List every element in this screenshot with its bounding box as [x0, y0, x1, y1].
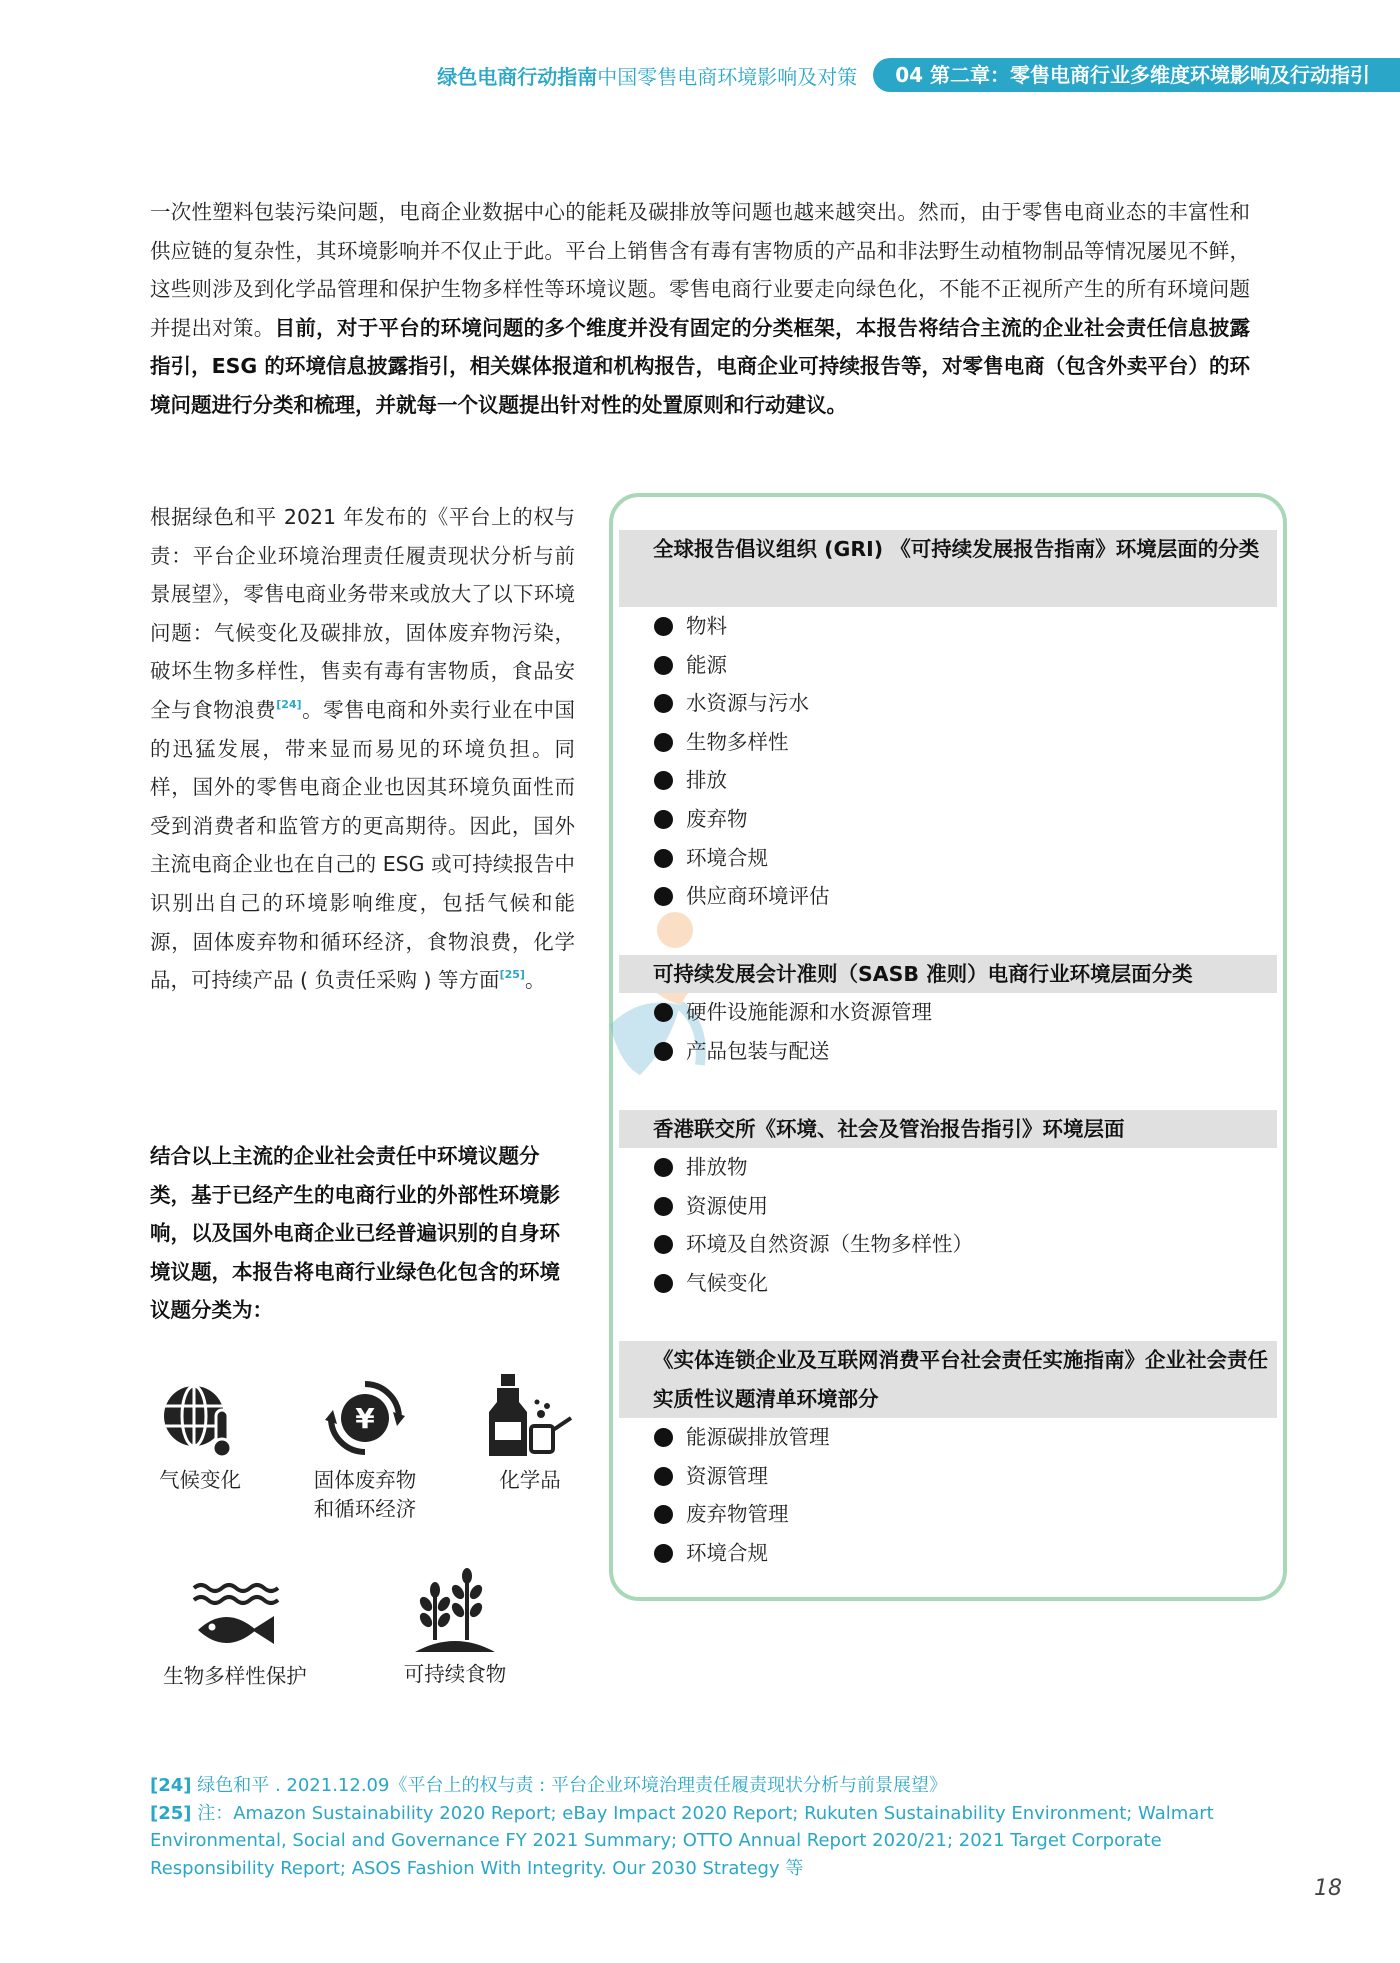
footnote-24-text: 绿色和平 . 2021.12.09《平台上的权与责 : 平台企业环境治理责任履责现状分析与前景展望》 [191, 1775, 947, 1796]
page-number: 18 [1314, 1876, 1342, 1901]
fish-waves-icon [190, 1580, 280, 1656]
section-hkex-title: 香港联交所《环境、社会及管治报告指引》环境层面 [619, 1110, 1277, 1148]
list-item: 水资源与污水 [654, 684, 830, 723]
list-item: 能源碳排放管理 [654, 1418, 830, 1457]
list-item: 环境及自然资源（生物多样性） [654, 1225, 973, 1264]
icon-label-chemicals: 化学品 [499, 1468, 561, 1492]
header-brand: 绿色电商行动指南 [437, 64, 598, 89]
list-item: 资源使用 [654, 1187, 973, 1226]
section-csr-list [654, 1418, 830, 1572]
icon-label-climate: 气候变化 [159, 1468, 241, 1492]
footnote-25 [150, 1800, 1260, 1883]
list-item: 产品包装与配送 [654, 1032, 932, 1071]
topic-biodiversity [150, 1580, 320, 1691]
list-item: 废弃物 [654, 800, 830, 839]
list-item: 废弃物管理 [654, 1495, 830, 1534]
list-item: 排放 [654, 761, 830, 800]
intro-bold-text: 目前，对于平台的环境问题的多个维度并没有固定的分类框架，本报告将结合主流的企业社会责任信息披露指引，ESG 的环境信息披露指引，相关媒体报道和机构报告，电商企业可持续报告等，对零售电商（包含外卖平台）的环境问题进行分类和梳理，并就每一个议题提出针对性的处置原则和行动建议。 [150, 315, 1251, 417]
list-item: 排放物 [654, 1148, 973, 1187]
section-hkex-list [654, 1148, 973, 1302]
icon-label-biodiversity: 生物多样性保护 [163, 1664, 307, 1688]
list-item: 环境合规 [654, 839, 830, 878]
list-item: 资源管理 [654, 1457, 830, 1496]
left-bold-paragraph: 结合以上主流的企业社会责任中环境议题分类，基于已经产生的电商行业的外部性环境影响，以及国外电商企业已经普遍识别的自身环境议题，本报告将电商行业绿色化包含的环境议题分类为： [150, 1144, 560, 1323]
chemical-bottle-icon [485, 1372, 575, 1460]
topic-climate [150, 1380, 250, 1495]
footnote-25-ref: [25] [150, 1802, 192, 1824]
ref-25[interactable]: [25] [499, 968, 525, 982]
left-text-1: 根据绿色和平 2021 年发布的《平台上的权与责：平台企业环境治理责任履责现状分析与前景展望》，零售电商业务带来或放大了以下环境问题：气候变化及碳排放，固体废弃物污染，破坏生物多样性，售卖有毒有害物质，食品安全与食物浪费 [150, 505, 575, 722]
footnotes [150, 1772, 1260, 1882]
intro-normal-text: 一次性塑料包装污染问题，电商企业数据中心的能耗及碳排放等问题也越来越突出。然而，由于零售电商业态的丰富性和供应链的复杂性，其环境影响并不仅止于此。平台上销售含有毒有害物质的产品和非法野生动植物制品等情况屡见不鲜，这些则涉及到化学品管理和保护生物多样性等环境议题。零售电商行业要走向绿色化，不能不正视所产生的所有环境问题并提出对策。 [150, 200, 1250, 340]
section-gri-title: 全球报告倡议组织 (GRI) 《可持续发展报告指南》环境层面的分类 [619, 530, 1277, 607]
list-item: 物料 [654, 607, 830, 646]
list-item: 能源 [654, 646, 830, 685]
header-chapter: 04 第二章：零售电商行业多维度环境影响及行动指引 [873, 58, 1400, 92]
list-item: 气候变化 [654, 1264, 973, 1303]
list-item: 硬件设施能源和水资源管理 [654, 993, 932, 1032]
topic-sustainable-food [390, 1566, 520, 1689]
icon-label-sustainable-food: 可持续食物 [403, 1662, 507, 1686]
left-paragraph [150, 498, 575, 1000]
footnote-25-text: 注：Amazon Sustainability 2020 Report; eBay Impact 2020 Report; Rukuten Sustainability Environment; Walmart Environmental, Social and Governance FY 2021 Summary; OTTO Annual Report 2020/21; 2021 Target Corporate Responsibility Report; ASOS Fashion With Integrity. Our 2030 Strategy 等 [150, 1802, 1214, 1879]
globe-thermometer-icon [160, 1380, 240, 1460]
recycle-yuan-icon [323, 1376, 407, 1460]
list-item: 环境合规 [654, 1534, 830, 1573]
icon-label-solid-waste: 固体废弃物 和循环经济 [313, 1468, 417, 1521]
left-text-3: 。 [524, 968, 546, 993]
svg-text:¥: ¥ [355, 1402, 375, 1435]
section-sasb-list [654, 993, 932, 1070]
topic-solid-waste [300, 1376, 430, 1524]
footnote-24-ref: [24] [150, 1775, 192, 1796]
section-csr-title: 《实体连锁企业及互联网消费平台社会责任实施指南》企业社会责任实质性议题清单环境部分 [619, 1341, 1277, 1418]
intro-paragraph [150, 193, 1250, 425]
list-item: 生物多样性 [654, 723, 830, 762]
section-gri-list [654, 607, 830, 916]
footnote-24 [150, 1772, 1260, 1800]
list-item: 供应商环境评估 [654, 877, 830, 916]
section-sasb-title: 可持续发展会计准则（SASB 准则）电商行业环境层面分类 [619, 955, 1277, 993]
ref-24[interactable]: [24] [276, 697, 302, 711]
header-subtitle: 中国零售电商环境影响及对策 [597, 64, 858, 89]
plants-icon [415, 1566, 495, 1654]
running-header [437, 58, 1400, 92]
left-text-2: 。零售电商和外卖行业在中国的迅猛发展，带来显而易见的环境负担。同样，国外的零售电商企业也因其环境负面性而受到消费者和监管方的更高期待。因此，国外主流电商企业也在自己的 ESG 或可持续报告中识别出自己的环境影响维度，包括气候和能源，固体废弃物和循环经济，食物浪费，化学品，可持续产品 ( 负责任采购 ) 等方面 [150, 697, 576, 993]
topic-chemicals [480, 1372, 580, 1495]
